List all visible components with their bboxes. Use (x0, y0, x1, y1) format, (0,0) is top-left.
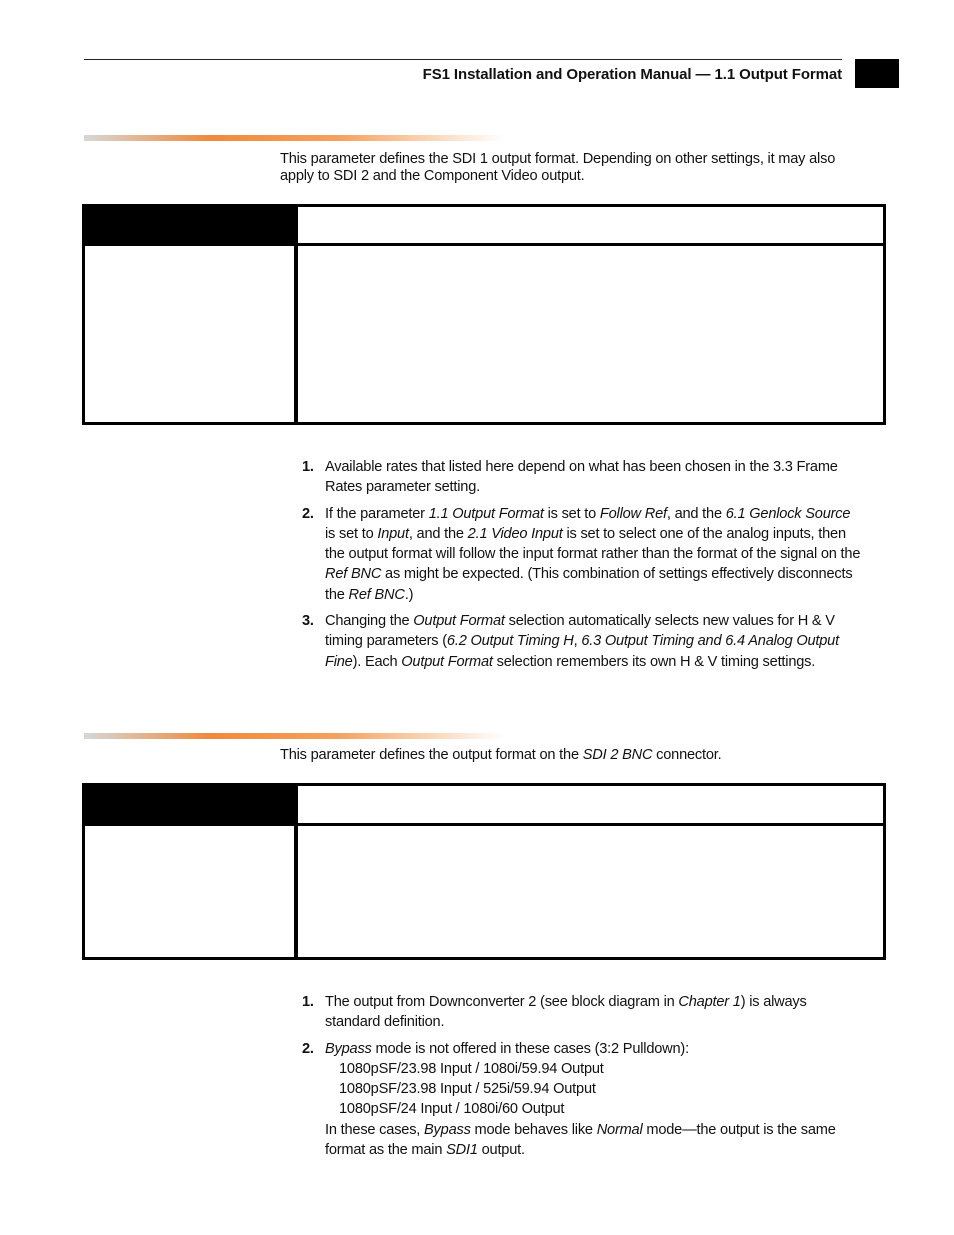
section-2-heading-bar (84, 733, 504, 739)
format-case-line: 1080pSF/23.98 Input / 1080i/59.94 Output (339, 1060, 604, 1077)
table-header-rule (85, 243, 883, 246)
section-2-notes (302, 992, 862, 1166)
format-case-line: 1080pSF/24 Input / 1080i/60 Output (339, 1101, 565, 1118)
list-item: 2. Bypass mode is not offered in these cases (3:2 Pulldown): 1080pSF/23.98 Input / 1080i/59.94 Output 1080pSF/23.98 Input / 525i/59.94 Output 1080pSF/24 Input / 1080i/60 Output In these cases, Bypass mode behaves like Normal mode—the output is the same format as the main SDI1 output. (302, 1039, 862, 1161)
format-case-line: 1080pSF/23.98 Input / 525i/59.94 Output (339, 1081, 596, 1098)
section-1-notes (302, 457, 862, 678)
header-rule (84, 59, 842, 60)
table-header-left-cell (85, 786, 294, 824)
table-header-rule (85, 823, 883, 826)
page-tab-marker (855, 59, 899, 88)
list-item: 2. If the parameter 1.1 Output Format is set to Follow Ref, and the 6.1 Genlock Source is set to Input, and the 2.1 Video Input is set to select one of the analog inputs, then the output format will follow the input format rather than the format of the signal on the Ref BNC as might be expected. (This combination of settings effectively disconnects the Ref BNC.) (302, 505, 861, 603)
section-1-heading-bar (84, 135, 504, 141)
running-header-title: FS1 Installation and Operation Manual — 1.1 Output Format (422, 66, 842, 83)
table-column-divider (294, 786, 298, 957)
section-2-intro: This parameter defines the output format on the SDI 2 BNC connector. (280, 747, 722, 763)
list-item: 3. Changing the Output Format selection automatically selects new values for H & V timing parameters (6.2 Output Timing H, 6.3 Output Timing and 6.4 Analog Output Fine). Each Output Format selection remembers its own H & V timing settings. (302, 613, 839, 670)
table-column-divider (294, 207, 298, 422)
table-header-left-cell (85, 207, 294, 244)
list-item: 1. The output from Downconverter 2 (see block diagram in Chapter 1) is always standard definition. (302, 994, 807, 1031)
section-1-intro: This parameter defines the SDI 1 output format. Depending on other settings, it may also apply to SDI 2 and the Component Video output. (280, 151, 836, 184)
section-2-settings-table (82, 783, 886, 960)
list-item: 1. Available rates that listed here depend on what has been chosen in the 3.3 Frame Rates parameter setting. (302, 459, 838, 496)
section-1-settings-table (82, 204, 886, 425)
